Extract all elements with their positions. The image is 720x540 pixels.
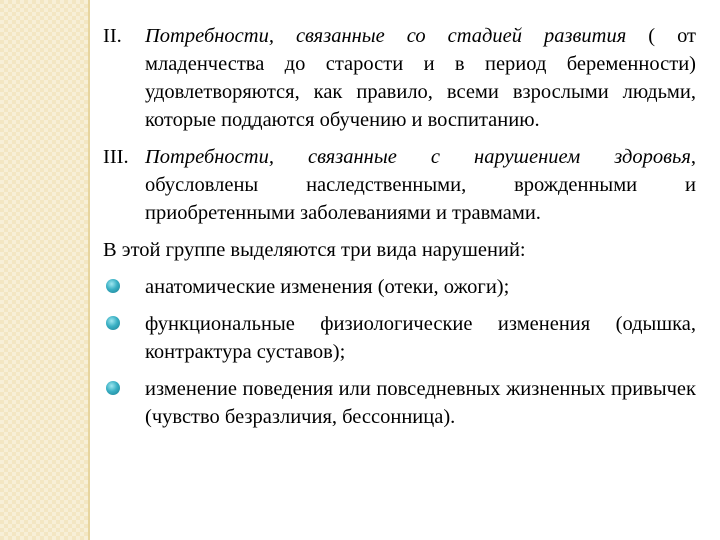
section-iii: [103, 143, 696, 227]
section-ii-numeral: II.: [103, 25, 122, 47]
teal-circle-bullet-icon: [106, 316, 120, 330]
list-item: [103, 310, 696, 366]
slide-content: [103, 22, 696, 440]
list-item-text: изменение поведения или повседневных жизненных привычек (чувство безразличия, бессонница).: [145, 378, 696, 428]
intro-text: В этой группе выделяются три вида нарушений:: [103, 239, 526, 261]
teal-circle-bullet-icon: [106, 279, 120, 293]
teal-circle-bullet-icon: [106, 381, 120, 395]
section-iii-title: Потребности, связанные с нарушением здоровья: [145, 146, 691, 168]
section-ii-title: Потребности, связанные со стадией развития: [145, 25, 627, 47]
section-iii-numeral: III.: [103, 146, 129, 168]
section-ii-text: ( от младенчества до старости и в период беременности) удовлетворяются, как правило, всеми взрослыми людьми, которые поддаются обучению и воспитанию.: [145, 25, 697, 131]
list-item-text: функциональные физиологические изменения (одышка, контрактура суставов);: [145, 313, 696, 363]
side-panel-border: [88, 0, 90, 540]
list-item: [103, 375, 696, 431]
section-ii: [103, 22, 696, 134]
list-item-text: анатомические изменения (отеки, ожоги);: [145, 276, 510, 298]
section-iii-text: , обусловлены наследственными, врожденными и приобретенными заболеваниями и травмами.: [145, 146, 696, 224]
list-item: [103, 273, 696, 301]
decorative-side-panel: [0, 0, 88, 540]
